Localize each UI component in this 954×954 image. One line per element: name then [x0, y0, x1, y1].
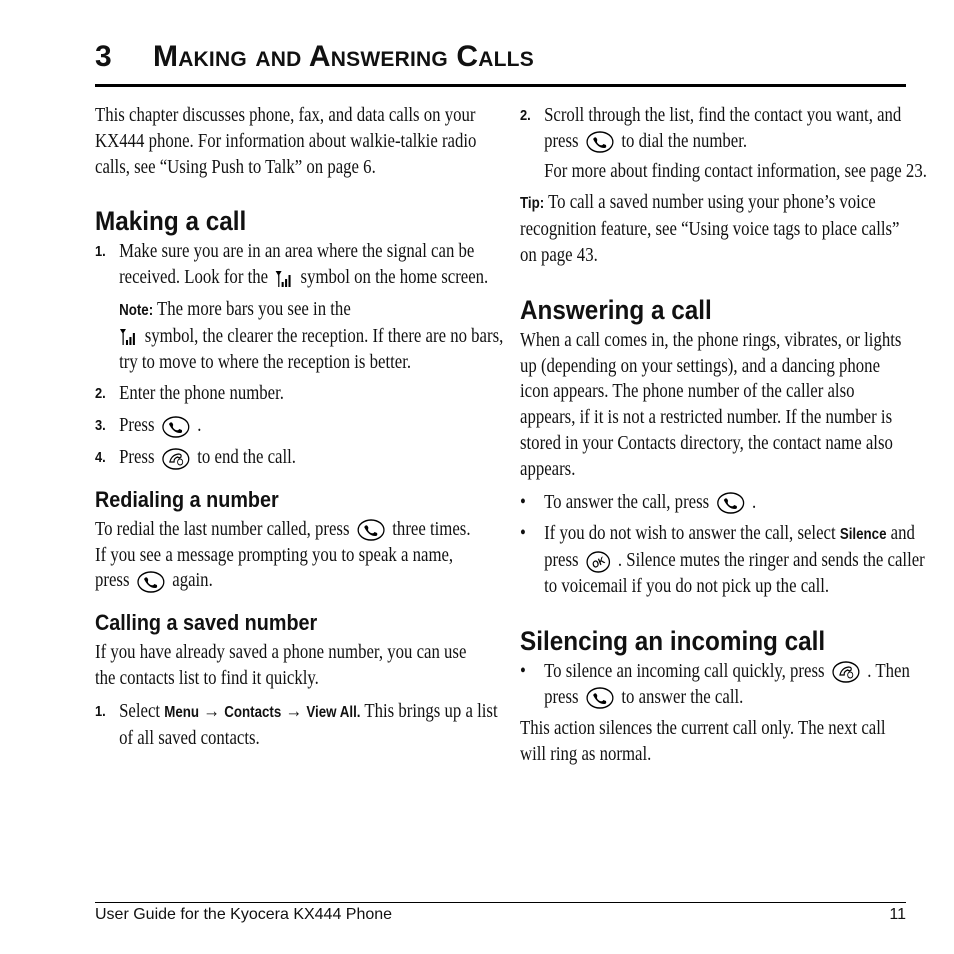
end-key-icon: [161, 447, 190, 471]
bullet-text: .: [751, 491, 757, 513]
list-item: [520, 490, 931, 516]
step-text: Make sure you are in an area where the signal can be received. Look for the: [119, 241, 475, 289]
bullet: •: [520, 660, 526, 682]
step-text: Select: [119, 700, 161, 722]
signal-strength-icon: [275, 270, 294, 288]
list-item: [95, 381, 504, 407]
tip-label: Tip:: [520, 195, 545, 213]
end-key-icon: [831, 660, 860, 684]
step-text: to dial the number.: [621, 130, 748, 152]
step-text: Enter the phone number.: [119, 383, 284, 405]
send-key-icon: [585, 130, 614, 154]
send-key-icon: [356, 518, 385, 542]
arrow: →: [203, 700, 221, 722]
footer-title: User Guide for the Kyocera KX444 Phone: [95, 906, 393, 923]
chapter-number: 3: [95, 40, 112, 73]
list-item: [520, 103, 931, 155]
page-number: 11: [889, 906, 906, 923]
list-item: [95, 445, 504, 471]
arrow: →: [285, 700, 303, 722]
bullet-text: . Silence mutes the ringer and sends the caller to voicemail if you do not pick up the call.: [544, 550, 925, 597]
list-item: [95, 413, 504, 439]
step-number: 2.: [95, 385, 106, 403]
svg-text:OK: OK: [590, 554, 607, 571]
bullet: •: [520, 523, 526, 545]
redialing-paragraph: [95, 517, 480, 594]
heading-answering: Answering a call: [520, 294, 712, 325]
step-number: 4.: [95, 448, 106, 466]
contacts-label: Contacts: [224, 703, 282, 721]
note: [95, 297, 504, 375]
text: three times. If you see a message prompting you to speak a name, press: [95, 518, 471, 592]
heading-silencing: Silencing an incoming call: [520, 625, 826, 656]
chapter-name: Making and Answering Calls: [153, 40, 534, 73]
step-text: This brings up a list of all saved contacts.: [119, 700, 498, 749]
step-text: Scroll through the list, find the contact you want, and press: [544, 105, 902, 152]
heading-calling-saved: Calling a saved number: [95, 610, 318, 636]
intro-paragraph: This chapter discusses phone, fax, and data calls on your KX444 phone. For information about walkie-talkie radio calls, see “Using Push to Talk” on page 6.: [95, 105, 477, 178]
bullet-text: To silence an incoming call quickly, press: [544, 660, 825, 682]
note-text: The more bars you see in the: [157, 298, 351, 320]
list-item: [520, 521, 931, 599]
bullet: •: [520, 491, 526, 513]
bullet-text: to answer the call.: [621, 686, 744, 708]
left-column: [95, 103, 504, 757]
view-all-label: View All.: [306, 703, 361, 721]
list-item: [95, 239, 504, 291]
more-info: For more about finding contact information, see page 23.: [544, 160, 927, 182]
heading-redialing: Redialing a number: [95, 486, 279, 512]
bullet-text: . Then press: [544, 660, 910, 708]
note-label: Note:: [119, 301, 154, 319]
signal-strength-icon: [119, 328, 138, 346]
text: To redial the last number called, press: [95, 518, 350, 540]
send-key-icon: [585, 686, 614, 710]
list-item: [520, 659, 931, 711]
chapter-rule: [95, 84, 906, 87]
step-text: symbol on the home screen.: [300, 267, 489, 289]
note-text: symbol, the clearer the reception. If there are no bars, try to move to where the reception is better.: [119, 325, 504, 373]
step-number: 1.: [95, 702, 106, 720]
list-item: [95, 699, 504, 752]
bullet-text: and press: [544, 523, 915, 572]
step-number: 1.: [95, 243, 106, 261]
send-key-icon: [161, 415, 190, 439]
silence-label: Silence: [839, 526, 887, 544]
send-key-icon: [716, 491, 745, 515]
ok-key-icon: [585, 550, 611, 574]
step-text: .: [197, 415, 202, 437]
step-text: Press: [119, 415, 155, 437]
bullet-text: To answer the call, press: [544, 491, 710, 513]
right-column: [520, 103, 927, 775]
step-number: 2.: [520, 107, 531, 124]
step-number: 3.: [95, 417, 106, 435]
send-key-icon: [136, 570, 165, 594]
menu-label: Menu: [164, 703, 200, 721]
text: again.: [172, 570, 213, 592]
step-text: to end the call.: [197, 446, 296, 468]
answering-paragraph: When a call comes in, the phone rings, vibrates, or lights up (depending on your settings), and a dancing phone icon appears. The phone number of the caller also appears, if it is not a restricted number. If the number is stored in your Contacts directory, the contact name also appears.: [520, 329, 902, 480]
chapter-title: [95, 40, 534, 74]
step-text: Press: [119, 446, 155, 468]
heading-making-a-call: Making a call: [95, 206, 247, 237]
saved-paragraph: If you have already saved a phone number, you can use the contacts list to find it quickly.: [95, 642, 467, 689]
tip-text: To call a saved number using your phone’s voice recognition feature, see “Using voice tags to place calls” on page 43.: [520, 192, 900, 266]
silencing-paragraph: This action silences the current call only. The next call will ring as normal.: [520, 718, 886, 766]
footer-rule: [95, 902, 906, 903]
bullet-text: If you do not wish to answer the call, select: [544, 523, 836, 545]
tip: [520, 190, 907, 268]
